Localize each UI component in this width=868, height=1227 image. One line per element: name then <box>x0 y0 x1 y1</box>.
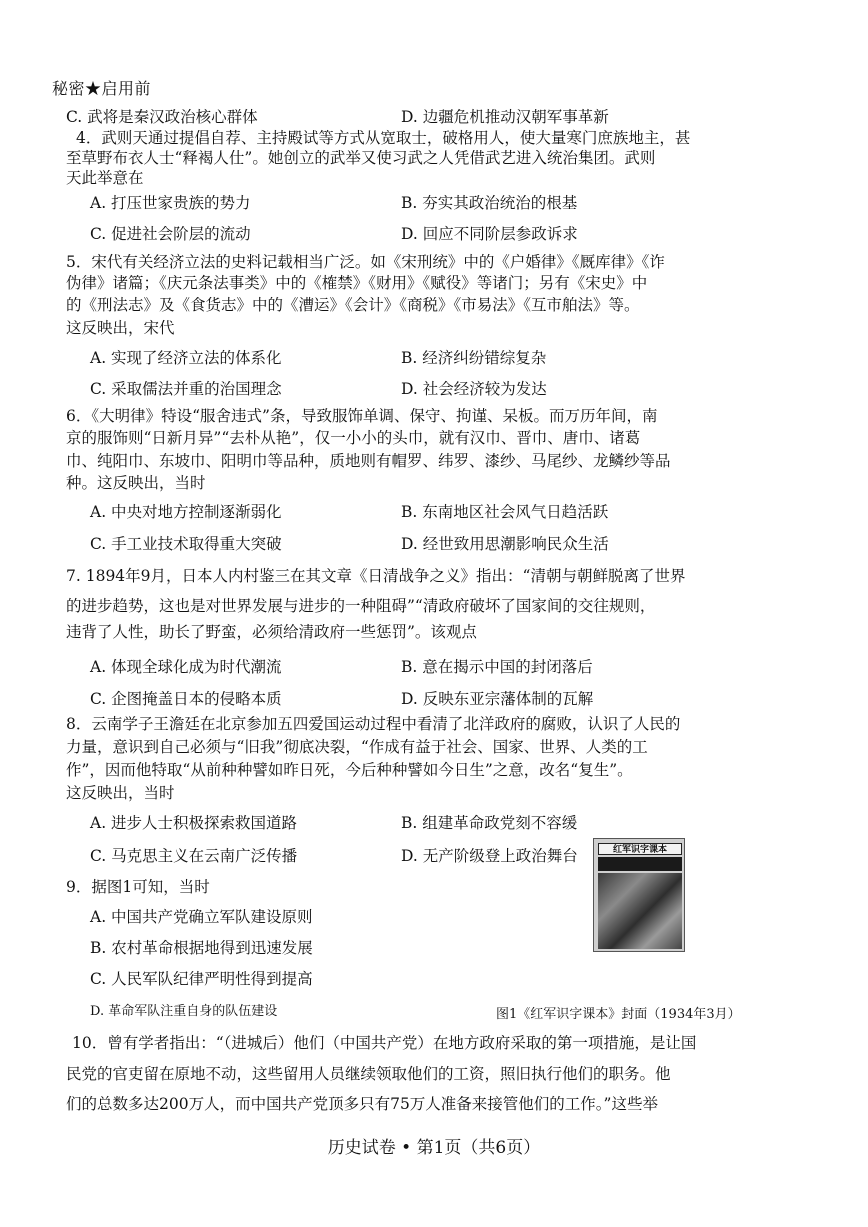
secret-label: 秘密★启用前 <box>52 79 152 98</box>
q6-stem-line-2: 京的服饰则“日新月异”“去朴从艳”，仅一小小的头巾，就有汉巾、晋巾、唐巾、诸葛 <box>66 429 641 447</box>
q9-option-d: D. 革命军队注重自身的队伍建设 <box>90 1004 278 1019</box>
q6-option-a: A. 中央对地方控制逐渐弱化 <box>90 503 282 521</box>
q6-stem-line-4: 种。这反映出，当时 <box>66 474 206 492</box>
q3-option-c: C. 武将是秦汉政治核心群体 <box>66 108 258 126</box>
q9-stem: 9．据图1可知，当时 <box>66 878 210 896</box>
q8-option-b: B. 组建革命政党刻不容缓 <box>401 814 578 832</box>
q4-option-d: D. 回应不同阶层参政诉求 <box>401 225 578 243</box>
q7-stem-line-1: 7. 1894年9月，日本人内村鉴三在其文章《日清战争之义》指出：“清朝与朝鲜脱离了世界 <box>66 567 686 585</box>
q5-stem-line-4: 这反映出，宋代 <box>66 319 175 337</box>
q7-option-b: B. 意在揭示中国的封闭落后 <box>401 658 593 676</box>
q5-stem-line-3: 的《刑法志》及《食货志》中的《漕运》《会计》《商税》《市易法》《互市舶法》等。 <box>66 296 640 314</box>
q9-option-c: C. 人民军队纪律严明性得到提高 <box>90 970 313 988</box>
q5-option-c: C. 采取儒法并重的治国理念 <box>90 380 282 398</box>
q8-stem-line-4: 这反映出，当时 <box>66 784 175 802</box>
q7-stem-line-2: 的进步趋势，这也是对世界发展与进步的一种阻碍”“清政府破坏了国家间的交往规则， <box>66 597 656 615</box>
q8-stem-line-2: 力量，意识到自己必须与“旧我”彻底决裂，“作成有益于社会、国家、世界、人类的工 <box>66 738 648 756</box>
figure-1-cover-band <box>598 857 682 871</box>
q6-stem-line-3: 巾、纯阳巾、东坡巾、阳明巾等品种，质地则有帽罗、纬罗、漆纱、马尾纱、龙鳞纱等品 <box>66 452 671 470</box>
q8-option-a: A. 进步人士积极探索救国道路 <box>90 814 298 832</box>
q4-stem-line-1: 4．武则天通过提倡自荐、主持殿试等方式从宽取士，破格用人，使大量寒门庶族地主，甚 <box>76 129 691 147</box>
q7-option-a: A. 体现全球化成为时代潮流 <box>90 658 282 676</box>
figure-1-cover-illustration <box>598 873 682 949</box>
q8-stem-line-1: 8．云南学子王澹廷在北京参加五四爱国运动过程中看清了北洋政府的腐败，认识了人民的 <box>66 715 681 733</box>
figure-1-caption: 图1《红军识字课本》封面（1934年3月） <box>496 1007 741 1022</box>
q10-stem-line-3: 们的总数多达200万人，而中国共产党顶多只有75万人准备来接管他们的工作。”这些举 <box>66 1095 658 1113</box>
q6-stem-line-1: 6．《大明律》特设“服舍违式”条，导致服饰单调、保守、拘谨、呆板。而万历年间，南 <box>66 407 658 425</box>
q10-stem-line-1: 10．曾有学者指出：“（进城后）他们（中国共产党）在地方政府采取的第一项措施，是让国 <box>72 1034 697 1052</box>
q8-option-c: C. 马克思主义在云南广泛传播 <box>90 847 298 865</box>
q5-stem-line-1: 5．宋代有关经济立法的史料记载相当广泛。如《宋刑统》中的《户婚律》《厩库律》《诈 <box>66 253 665 271</box>
q3-option-d: D. 边疆危机推动汉朝军事革新 <box>401 108 609 126</box>
q4-option-c: C. 促进社会阶层的流动 <box>90 225 251 243</box>
q7-option-d: D. 反映东亚宗藩体制的瓦解 <box>401 690 594 708</box>
figure-1-cover-title: 红军识字课本 <box>598 843 682 855</box>
q6-option-b: B. 东南地区社会风气日趋活跃 <box>401 503 609 521</box>
q5-stem-line-2: 伪律》诸篇；《庆元条法事类》中的《榷禁》《财用》《赋役》等诸门；另有《宋史》中 <box>66 274 648 292</box>
q4-option-a: A. 打压世家贵族的势力 <box>90 194 251 212</box>
q7-stem-line-3: 违背了人性，助长了野蛮，必须给清政府一些惩罚”。该观点 <box>66 623 477 641</box>
q6-option-d: D. 经世致用思潮影响民众生活 <box>401 535 609 553</box>
q4-stem-line-3: 天此举意在 <box>66 169 144 187</box>
q6-option-c: C. 手工业技术取得重大突破 <box>90 535 282 553</box>
q9-option-b: B. 农村革命根据地得到迅速发展 <box>90 939 313 957</box>
q5-option-b: B. 经济纠纷错综复杂 <box>401 349 547 367</box>
figure-1-cover-image <box>593 838 685 952</box>
q7-option-c: C. 企图掩盖日本的侵略本质 <box>90 690 282 708</box>
q5-option-d: D. 社会经济较为发达 <box>401 380 547 398</box>
q4-option-b: B. 夯实其政治统治的根基 <box>401 194 578 212</box>
q4-stem-line-2: 至草野布衣人士“释褐人仕”。她创立的武举又使习武之人凭借武艺进入统治集团。武则 <box>66 149 656 167</box>
q9-option-a: A. 中国共产党确立军队建设原则 <box>90 908 313 926</box>
q8-stem-line-3: 作”，因而他特取“从前种种譬如昨日死，今后种种譬如今日生”之意，改名“复生”。 <box>66 761 633 779</box>
page-footer: 历史试卷 • 第1页（共6页） <box>327 1138 541 1158</box>
q10-stem-line-2: 民党的官吏留在原地不动，这些留用人员继续领取他们的工资，照旧执行他们的职务。他 <box>66 1065 671 1083</box>
q5-option-a: A. 实现了经济立法的体系化 <box>90 349 282 367</box>
q8-option-d: D. 无产阶级登上政治舞台 <box>401 847 578 865</box>
